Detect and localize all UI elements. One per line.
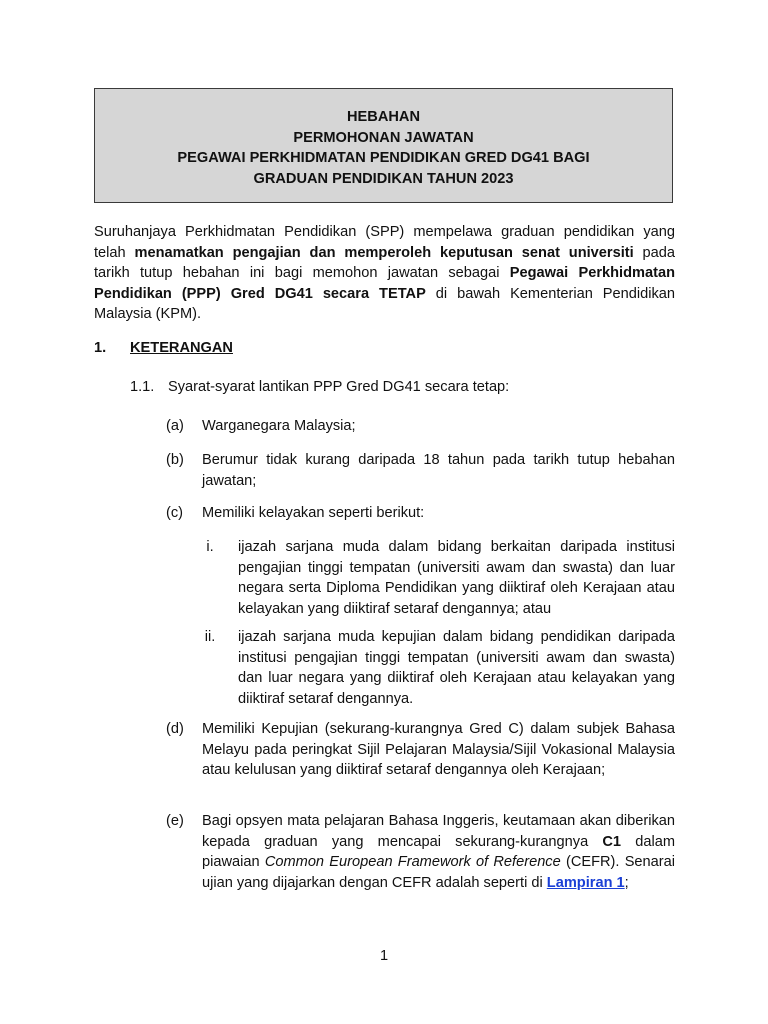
item-mark: (c) <box>166 505 184 521</box>
intro-text-2: pada tarikh tutup hebahan ini bagi memohon jawatan sebagai <box>94 244 675 281</box>
item-mark: (b) <box>166 452 184 468</box>
item-e-text-1: Bagi opsyen mata pelajaran Bahasa Inggeris, keutamaan akan diberikan kepada graduan yang mencapai sekurang-kurangnya <box>202 813 675 850</box>
item-text: ijazah sarjana muda kepujian dalam bidang pendidikan daripada institusi pengajian tinggi tempatan (universiti awam dan swasta) dan luar negara yang diiktiraf oleh Kerajaan atau kelayakan yang diiktiraf setaraf dengannya. <box>238 629 675 707</box>
title-line-3: PEGAWAI PERKHIDMATAN PENDIDIKAN GRED DG41 BAGI <box>177 150 590 166</box>
section-number: 1. <box>94 340 107 356</box>
title-line-2: PERMOHONAN JAWATAN <box>293 129 474 146</box>
item-e-text-3: (CEFR). Senarai ujian yang dijajarkan dengan CEFR adalah seperti di <box>202 854 675 891</box>
intro-paragraph <box>94 222 675 325</box>
item-e-text-4: ; <box>624 874 629 891</box>
subsection-number: 1.1. <box>130 379 155 395</box>
intro-bold-1: menamatkan pengajian dan memperoleh keputusan senat universiti <box>134 244 634 261</box>
intro-text-3: di bawah Kementerian Pendidikan Malaysia (KPM). <box>94 285 675 322</box>
section-heading <box>94 338 233 359</box>
item-text: Memiliki Kepujian (sekurang-kurangnya Gred C) dalam subjek Bahasa Melayu pada peringkat Sijil Pelajaran Malaysia/Sijil Vokasional Malaysia atau kelulusan yang diiktiraf setaraf dengannya oleh Kerajaan; <box>202 721 675 778</box>
item-text: ijazah sarjana muda dalam bidang berkaitan daripada institusi pengajian tinggi tempatan (universiti awam dan swasta) dan luar negara serta Diploma Pendidikan yang diiktiraf oleh Kerajaan atau kelayakan yang diiktiraf setaraf dengannya; atau <box>238 539 675 617</box>
item-mark: i. <box>206 539 214 555</box>
title-line-4: GRADUAN PENDIDIKAN TAHUN 2023 <box>253 170 514 187</box>
list-item-c-i <box>195 537 675 619</box>
item-e-bold: C1 <box>602 833 622 850</box>
title-line-1: HEBAHAN <box>347 109 420 125</box>
page-number: 1 <box>379 948 389 964</box>
list-item-c <box>166 503 675 524</box>
item-mark: (e) <box>166 813 184 829</box>
subsection-text: Syarat-syarat lantikan PPP Gred DG41 secara tetap: <box>168 379 510 395</box>
item-mark: (d) <box>166 721 184 737</box>
title-box <box>94 88 673 203</box>
item-e-italic: Common European Framework of Reference <box>264 854 561 870</box>
list-item-c-ii <box>195 627 675 709</box>
item-mark: (a) <box>166 418 184 434</box>
list-item-e <box>166 811 675 893</box>
item-text: Memiliki kelayakan seperti berikut: <box>202 505 425 521</box>
item-mark: ii. <box>204 629 216 645</box>
item-text <box>202 811 675 893</box>
subsection-1-1 <box>130 377 509 398</box>
section-title: KETERANGAN <box>130 340 233 356</box>
list-item-b <box>166 450 675 491</box>
lampiran-1-link[interactable]: Lampiran 1 <box>546 874 625 891</box>
item-text: Warganegara Malaysia; <box>202 418 356 434</box>
intro-text-1: Suruhanjaya Perkhidmatan Pendidikan (SPP) mempelawa graduan pendidikan yang telah <box>94 224 675 261</box>
intro-bold-2: Pegawai Perkhidmatan Pendidikan (PPP) Gred DG41 secara TETAP <box>94 265 675 302</box>
item-e-text-2: dalam piawaian <box>202 833 675 870</box>
item-text: Berumur tidak kurang daripada 18 tahun pada tarikh tutup hebahan jawatan; <box>202 452 675 489</box>
list-item-d <box>166 719 675 781</box>
list-item-a <box>166 416 675 437</box>
